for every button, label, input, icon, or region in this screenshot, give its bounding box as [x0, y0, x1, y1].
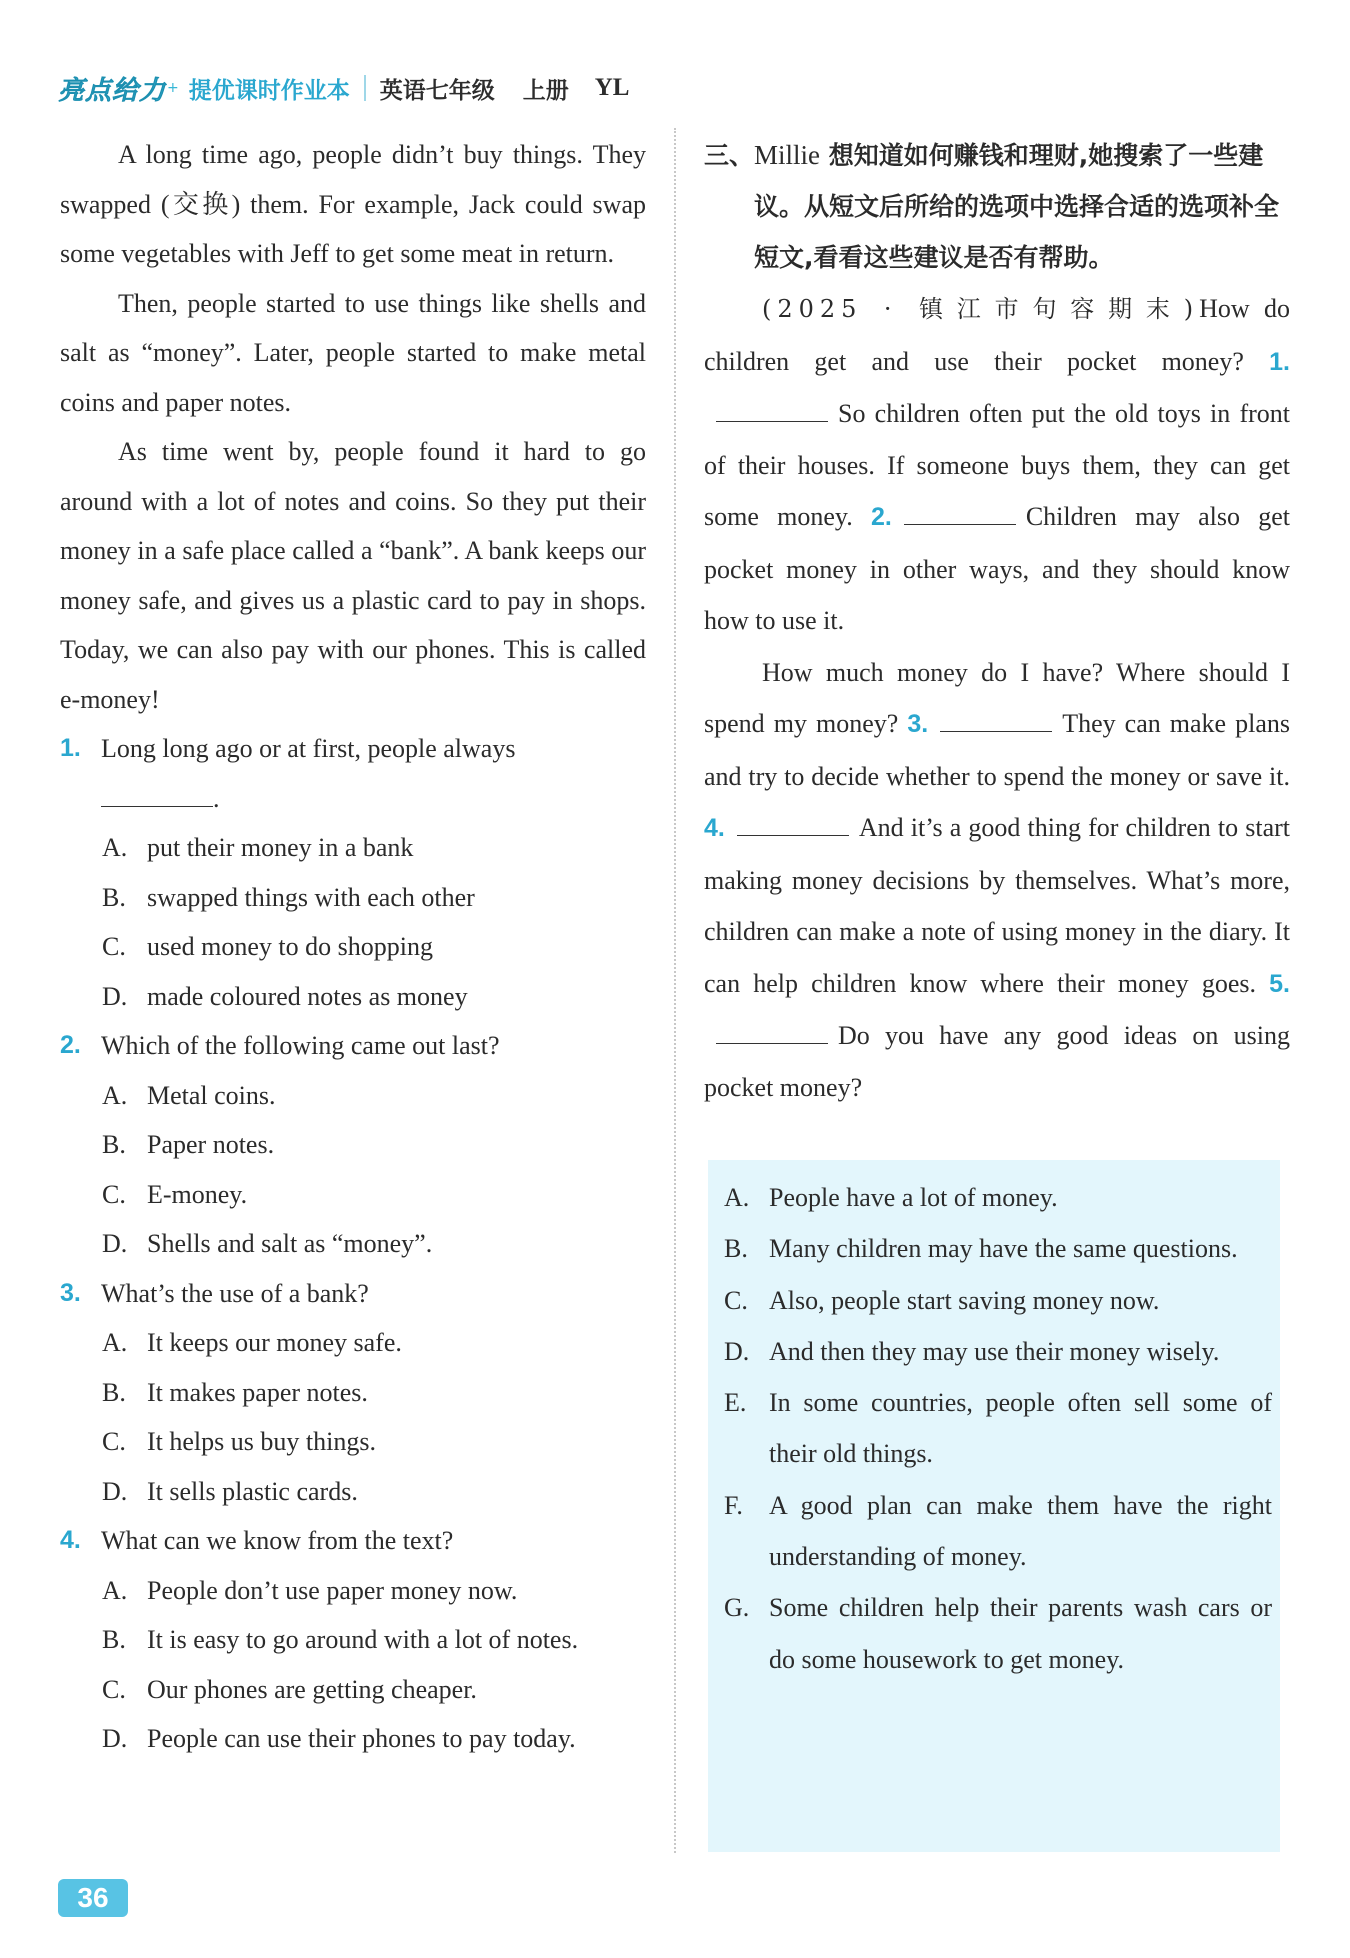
series-title: 提优课时作业本 — [188, 77, 350, 104]
question-stem-end: . — [213, 783, 220, 813]
question-number: 1. — [60, 734, 81, 762]
subject-title: 英语七年级 — [379, 77, 495, 104]
option-c[interactable]: C. Our phones are getting cheaper. — [102, 1674, 477, 1704]
option-a[interactable]: A. Metal coins. — [102, 1080, 276, 1110]
blank-number: 4. — [704, 814, 725, 842]
cloze-paragraph-1: (2025 · 镇江市句容期末)How do children get and use their pocket money? 1.So children often put the old toys in front of their houses. If someone buys them, they can get some money. 2. Children may also get pocket money in other ways, and they should know how to use it. — [704, 294, 1290, 635]
option-c[interactable]: C. E-money. — [102, 1179, 248, 1209]
question-1 — [60, 724, 646, 823]
option-d[interactable]: D. made coloured notes as money — [102, 981, 468, 1011]
answer-blank[interactable] — [940, 701, 1052, 732]
question-stem: Long long ago or at first, people always — [101, 734, 516, 763]
option-c[interactable]: C. Also, people start saving money now. — [724, 1285, 1160, 1315]
brand-logo: 亮点给力 — [58, 75, 167, 106]
option-f[interactable]: F. A good plan can make them have the right understanding of money. — [724, 1490, 1272, 1572]
option-c[interactable]: C. used money to do shopping — [102, 932, 433, 961]
option-a[interactable]: A. People have a lot of money. — [724, 1183, 1058, 1212]
question-2 — [60, 1021, 646, 1071]
header-divider — [364, 75, 366, 101]
column-divider — [674, 128, 676, 1853]
option-g[interactable]: G. Some children help their parents wash cars or do some housework to get money. — [724, 1593, 1272, 1674]
passage-paragraph-2: Then, people started to use things like shells and salt as “money”. Later, people started to make metal coins and paper notes. — [60, 288, 646, 417]
task-number: 三、 — [704, 141, 755, 170]
option-c[interactable]: C. It helps us buy things. — [102, 1427, 376, 1456]
page-header — [58, 68, 958, 108]
question-number: 4. — [60, 1526, 81, 1554]
brand-plus-mark: + — [167, 80, 179, 96]
option-d[interactable]: D. And then they may use their money wisely. — [724, 1336, 1220, 1366]
task-text: 想知道如何赚钱和理财,她搜索了一些建议。从短文后所给的选项中选择合适的选项补全短文,看看这些建议是否有帮助。 — [754, 141, 1280, 272]
answer-blank[interactable] — [716, 391, 828, 422]
blank-number: 2. — [870, 503, 892, 531]
passage-paragraph-3: As time went by, people found it hard to go around with a lot of notes and coins. So they put their money in a safe place called a “bank”. A bank keeps our money safe, and gives us a plastic card to pay in shops. Today, we can also pay with our phones. This is called e-money! — [60, 437, 646, 714]
question-3 — [60, 1269, 646, 1319]
option-d[interactable]: D. People can use their phones to pay today. — [102, 1724, 576, 1753]
right-column — [704, 130, 1290, 1113]
question-4 — [60, 1516, 646, 1566]
question-number: 2. — [60, 1031, 81, 1059]
answer-blank[interactable] — [904, 494, 1016, 525]
answer-blank[interactable] — [737, 805, 849, 836]
option-a[interactable]: A. It keeps our money safe. — [102, 1328, 402, 1357]
cloze-paragraph-2: How much money do I have? Where should I spend my money? 3. They can make plans and try to decide whether to spend the money or save it. 4. And it’s a good thing for children to start making money decisions by themselves. What’s more, children can make a note of using money in the diary. It can help children know where their money goes. 5.Do you have any good ideas on using pocket money? — [704, 657, 1291, 1102]
option-d[interactable]: D. It sells plastic cards. — [102, 1476, 358, 1506]
task-name: Millie — [754, 140, 820, 170]
task-instruction — [704, 130, 1290, 283]
source-note: (2025 · 镇江市句容期末) — [762, 295, 1200, 323]
edition-label: YL — [594, 74, 630, 101]
answer-blank[interactable] — [101, 776, 213, 807]
question-stem: What’s the use of a bank? — [101, 1278, 369, 1308]
options-list — [724, 1172, 1272, 1685]
passage-paragraph-1: A long time ago, people didn’t buy things. They swapped (交换) them. For example, Jack could swap some vegetables with Jeff to get some meat in return. — [60, 140, 646, 268]
option-b[interactable]: B. It is easy to go around with a lot of notes. — [102, 1625, 579, 1654]
option-a[interactable]: A. put their money in a bank — [102, 833, 414, 862]
blank-number: 5. — [1269, 969, 1290, 998]
option-b[interactable]: B. Paper notes. — [102, 1130, 275, 1159]
question-stem: What can we know from the text? — [101, 1526, 454, 1555]
answer-blank[interactable] — [716, 1013, 828, 1044]
question-stem: Which of the following came out last? — [101, 1031, 500, 1060]
option-a[interactable]: A. People don’t use paper money now. — [102, 1575, 518, 1605]
option-b[interactable]: B. Many children may have the same questions. — [724, 1234, 1238, 1264]
option-b[interactable]: B. swapped things with each other — [102, 882, 475, 912]
question-number: 3. — [60, 1278, 81, 1307]
volume-label: 上册 — [522, 77, 569, 104]
left-column — [60, 130, 646, 1764]
page-number: 36 — [58, 1879, 128, 1917]
blank-number: 3. — [907, 710, 929, 738]
option-e[interactable]: E. In some countries, people often sell some of their old things. — [724, 1388, 1272, 1469]
option-d[interactable]: D. Shells and salt as “money”. — [102, 1229, 433, 1258]
option-b[interactable]: B. It makes paper notes. — [102, 1377, 368, 1407]
blank-number: 1. — [1269, 347, 1290, 376]
